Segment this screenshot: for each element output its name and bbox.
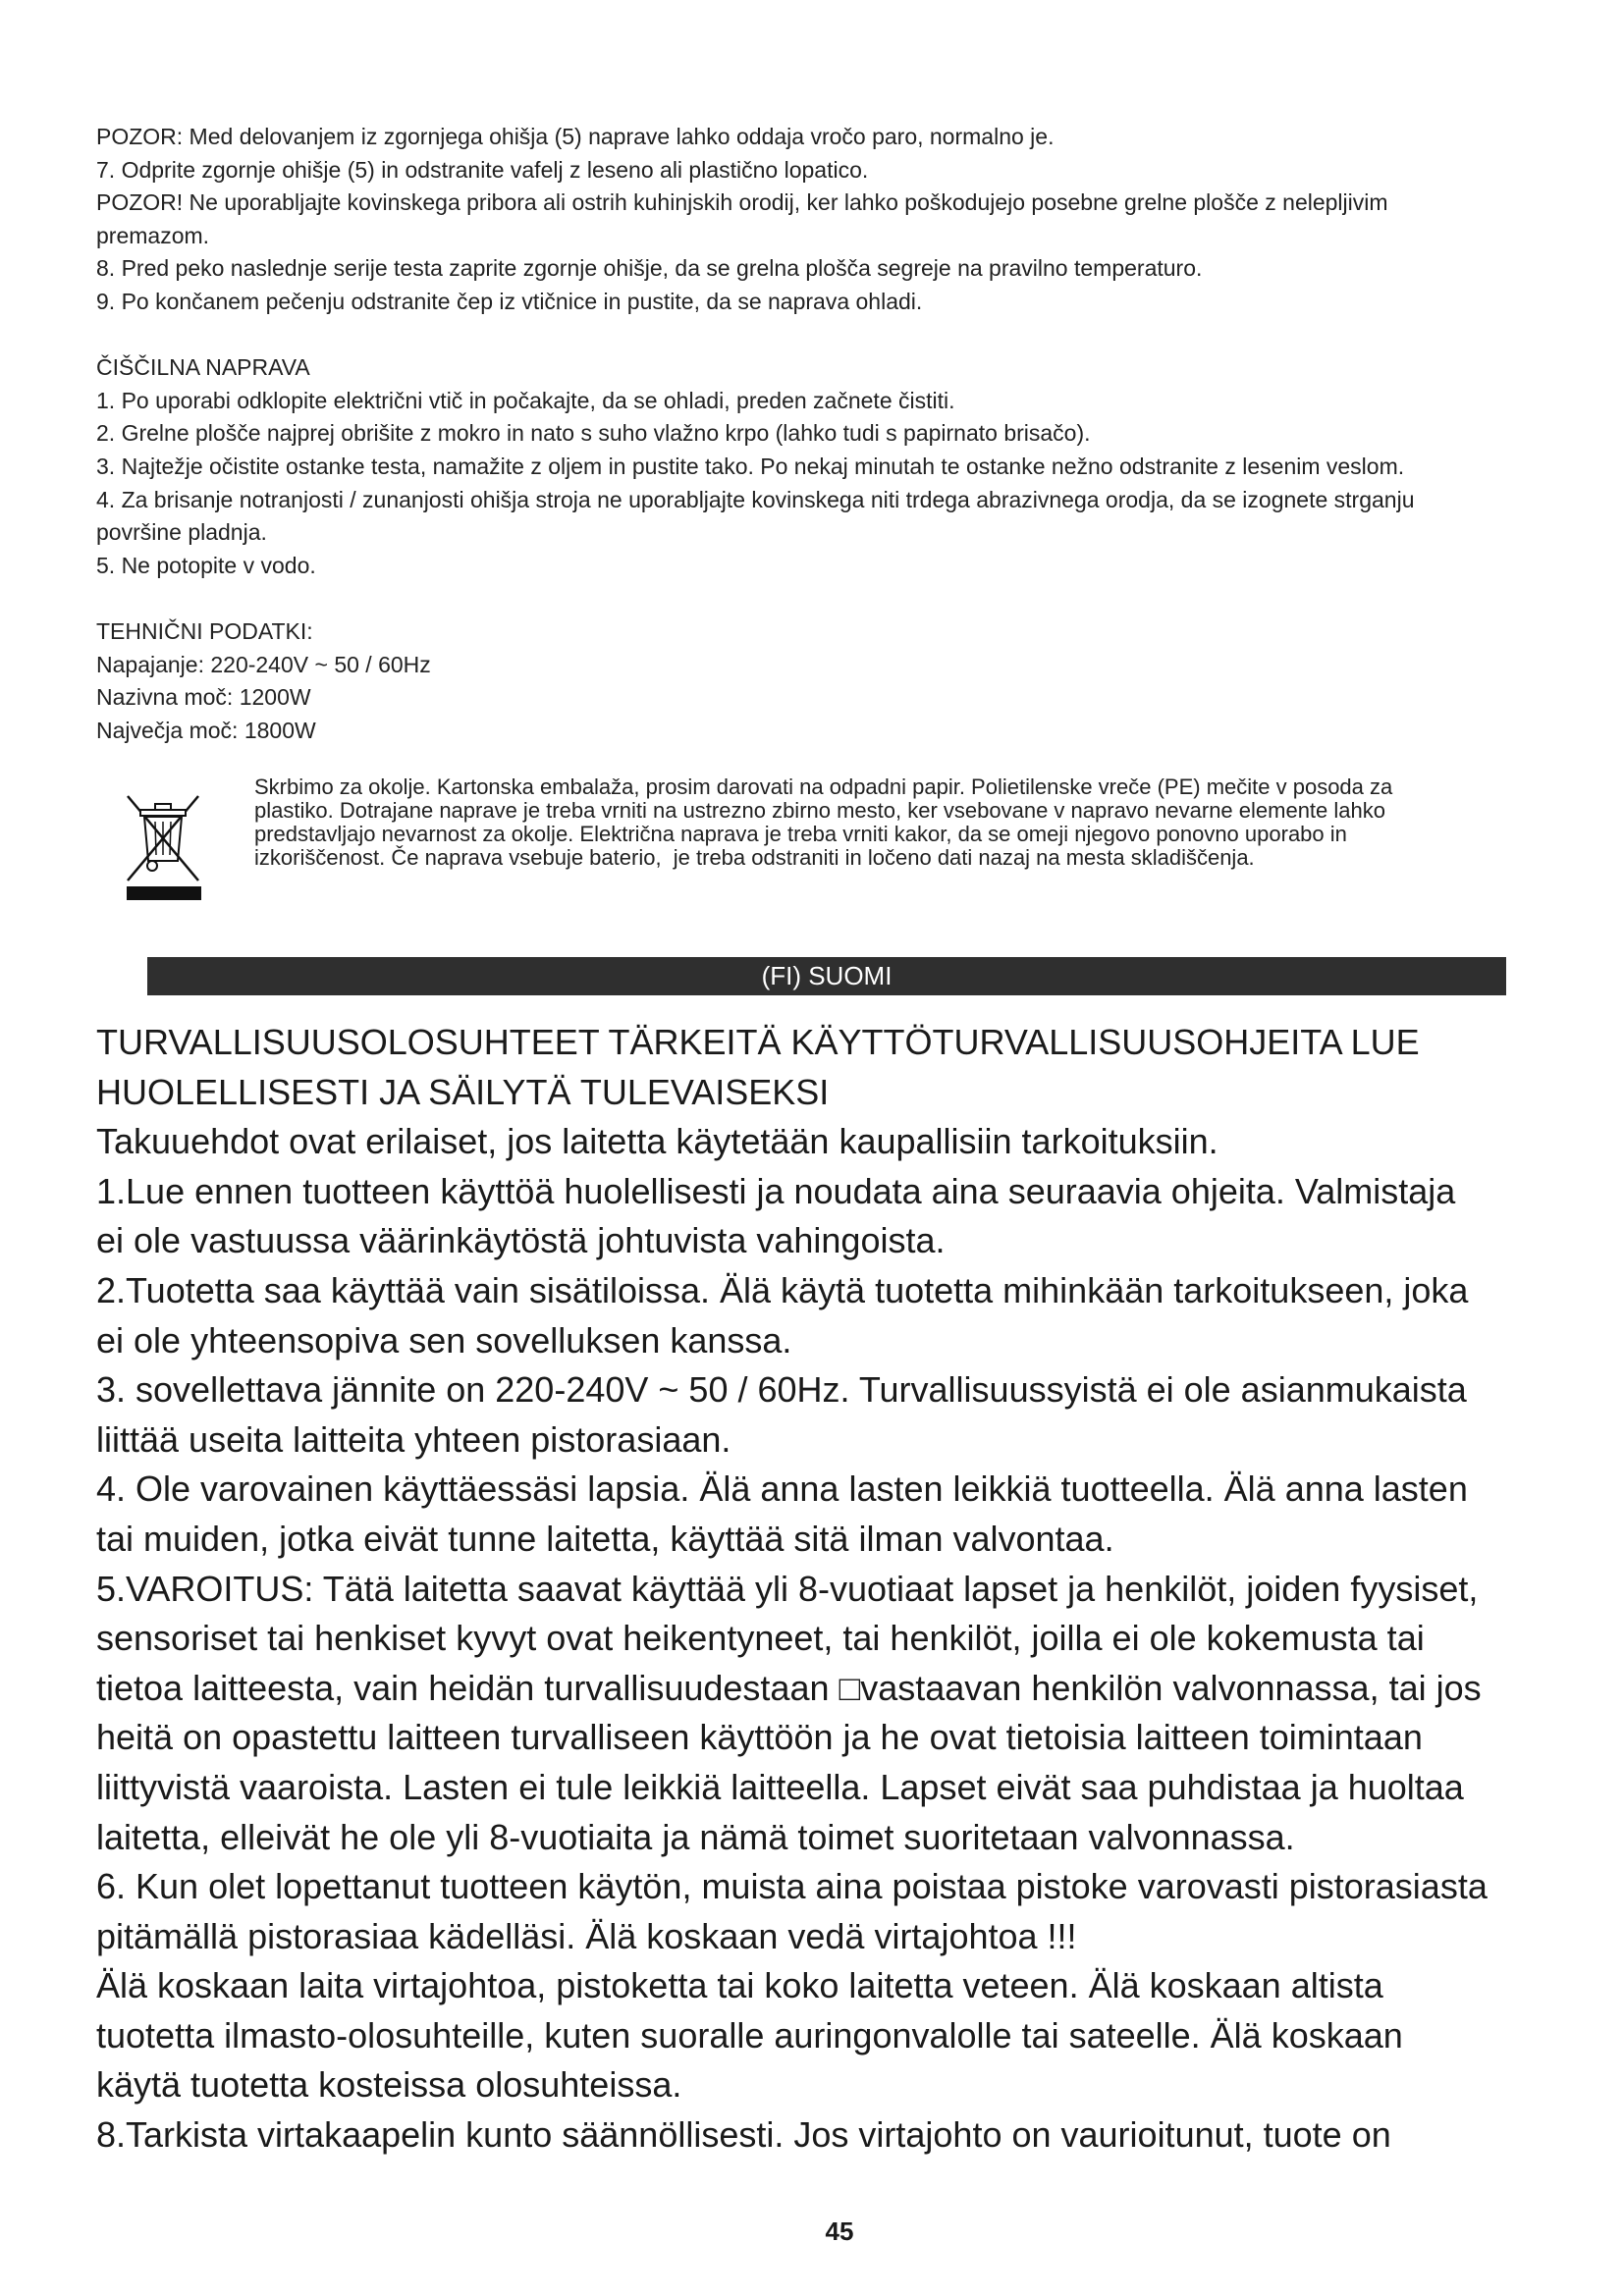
instruction-line: 7. Odprite zgornje ohišje (5) in odstranite vafelj z leseno ali plastično lopatico.	[96, 156, 869, 183]
fi-body-line: laitetta, elleivät he ole yli 8-vuotiaita ja nämä toimet suoritetaan valvonnassa.	[96, 1816, 1295, 1857]
fi-body-line: 3. sovellettava jännite on 220-240V ~ 50 / 60Hz. Turvallisuussyistä ei ole asianmukaista	[96, 1369, 1467, 1411]
instruction-line: POZOR: Med delovanjem iz zgornjega ohišja (5) naprave lahko oddaja vročo paro, normalno je.	[96, 124, 1055, 149]
fi-body-line: 8.Tarkista virtakaapelin kunto säännöllisesti. Jos virtajohto on vaurioitunut, tuote on	[96, 2114, 1391, 2156]
environment-note-line: plastiko. Dotrajane naprave je treba vrniti na ustrezno zbirno mesto, ker vsebovane v napravo nevarne elemente lahko	[254, 798, 1385, 823]
section-heading: ČIŠČILNA NAPRAVA	[96, 354, 310, 381]
cleaning-step-line: 5. Ne potopite v vodo.	[96, 552, 316, 578]
spec-line: Nazivna moč: 1200W	[96, 684, 311, 711]
bin-rib	[155, 822, 156, 855]
fi-body-line: 2.Tuotetta saa käyttää vain sisätiloissa. Älä käytä tuotetta mihinkään tarkoitukseen, joka	[96, 1269, 1469, 1310]
cleaning-step-line: 1. Po uporabi odklopite električni vtič in počakajte, da se ohladi, preden začnete čistiti.	[96, 387, 955, 413]
fi-body-line: Älä koskaan laita virtajohtoa, pistoketta tai koko laitetta veteen. Älä koskaan altista	[96, 1965, 1383, 2006]
finnish-text-block	[96, 1018, 1589, 2161]
section-heading: TEHNIČNI PODATKI:	[96, 617, 313, 644]
weee-crossed-out-bin-icon	[123, 790, 203, 901]
bin-rib	[170, 822, 171, 855]
technical-data-section	[96, 615, 1569, 747]
page-number: 45	[825, 2216, 854, 2246]
slovenian-text-block	[96, 121, 1569, 747]
instruction-line: 9. Po končanem pečenju odstranite čep iz vtičnice in pustite, da se naprava ohladi.	[96, 288, 923, 314]
instruction-line: 8. Pred peko naslednje serije testa zaprite zgornje ohišje, da se grelna plošča segreje na pravilno temperaturo.	[96, 255, 1203, 282]
fi-heading-line: TURVALLISUUSOLOSUHTEET TÄRKEITÄ KÄYTTÖTURVALLISUUSOHJEITA LUE	[96, 1022, 1420, 1062]
fi-body-line: ei ole yhteensopiva sen sovelluksen kanssa.	[96, 1319, 792, 1361]
instruction-line: premazom.	[96, 222, 210, 248]
fi-heading-line: HUOLELLISESTI JA SÄILYTÄ TULEVAISEKSI	[96, 1071, 830, 1112]
bin-wheel	[147, 861, 157, 871]
fi-body-line: ei ole vastuussa väärinkäytöstä johtuvista vahingoista.	[96, 1220, 946, 1261]
operating-instructions	[96, 121, 1569, 319]
fi-body-line: 5.VAROITUS: Tätä laitetta saavat käyttää yli 8-vuotiaat lapset ja henkilöt, joiden fyysiset,	[96, 1568, 1479, 1609]
cleaning-step-line: površine pladnja.	[96, 519, 267, 546]
cleaning-section	[96, 351, 1569, 582]
fi-body-line: 1.Lue ennen tuotteen käyttöä huolellisesti ja noudata aina seuraavia ohjeita. Valmistaja	[96, 1170, 1456, 1211]
fi-body-line: liittyvistä vaaroista. Lasten ei tule leikkiä laitteella. Lapset eivät saa puhdistaa ja huoltaa	[96, 1766, 1464, 1807]
environment-note-line: izkoriščenost. Če naprava vsebuje baterio, je treba odstraniti in ločeno dati nazaj na mesta skladiščenja.	[254, 845, 1255, 870]
cleaning-step-line: 2. Grelne plošče najprej obrišite z mokro in nato s suho vlažno krpo (lahko tudi s papirnato brisačo).	[96, 420, 1091, 447]
bin-lid	[140, 810, 186, 816]
weee-underline-bar	[127, 886, 201, 900]
cleaning-step-line: 4. Za brisanje notranjosti / zunanjosti ohišja stroja ne uporabljajte kovinskega niti trdega abrazivnega orodja, da se izognete strganju	[96, 486, 1415, 512]
environment-note	[254, 775, 1560, 870]
fi-body-line: tietoa laitteesta, vain heidän turvallisuudestaan □vastaavan henkilön valvonnassa, tai jos	[96, 1667, 1482, 1708]
fi-body-line: liittää useita laitteita yhteen pistorasiaan.	[96, 1418, 731, 1460]
cleaning-step-line: 3. Najtežje očistite ostanke testa, namažite z oljem in pustite tako. Po nekaj minutah te ostanke nežno odstranite z lesenim veslom.	[96, 453, 1405, 479]
language-section-bar: (FI) SUOMI	[147, 957, 1506, 995]
fi-body-line: pitämällä pistorasiaa kädelläsi. Älä koskaan vedä virtajohtoa !!!	[96, 1915, 1077, 1956]
fi-body-line: tai muiden, jotka eivät tunne laitetta, käyttää sitä ilman valvontaa.	[96, 1518, 1114, 1559]
fi-body-line: heitä on opastettu laitteen turvalliseen käyttöön ja he ovat tietoisia laitteen toimintaan	[96, 1717, 1423, 1758]
environment-note-line: predstavljajo nevarnost za okolje. Električna naprava je treba vrniti kakor, da se omeji njegovo ponovno uporabo in	[254, 822, 1347, 846]
fi-body-line: Takuuehdot ovat erilaiset, jos laitetta käytetään kaupallisiin tarkoituksiin.	[96, 1121, 1218, 1162]
spec-line: Največja moč: 1800W	[96, 717, 316, 743]
spec-line: Napajanje: 220-240V ~ 50 / 60Hz	[96, 651, 431, 677]
fi-body-line: 6. Kun olet lopettanut tuotteen käytön, muista aina poistaa pistoke varovasti pistorasiasta	[96, 1866, 1488, 1907]
fi-body-line: sensoriset tai henkiset kyvyt ovat heikentyneet, tai henkilöt, joilla ei ole kokemusta tai	[96, 1618, 1425, 1659]
fi-body-line: 4. Ole varovainen käyttäessäsi lapsia. Älä anna lasten leikkiä tuotteella. Älä anna lasten	[96, 1468, 1468, 1510]
fi-body-line: tuotetta ilmasto-olosuhteille, kuten suoralle auringonvalolle tai sateelle. Älä koskaan	[96, 2014, 1403, 2056]
environment-note-line: Skrbimo za okolje. Kartonska embalaža, prosim darovati na odpadni papir. Polietilenske vreče (PE) mečite v posoda za	[254, 774, 1393, 799]
fi-body-line: käytä tuotetta kosteissa olosuhteissa.	[96, 2064, 682, 2106]
instruction-line: POZOR! Ne uporabljajte kovinskega pribora ali ostrih kuhinjskih orodij, ker lahko poškodujejo posebne grelne plošče z nelepljivim	[96, 189, 1388, 216]
